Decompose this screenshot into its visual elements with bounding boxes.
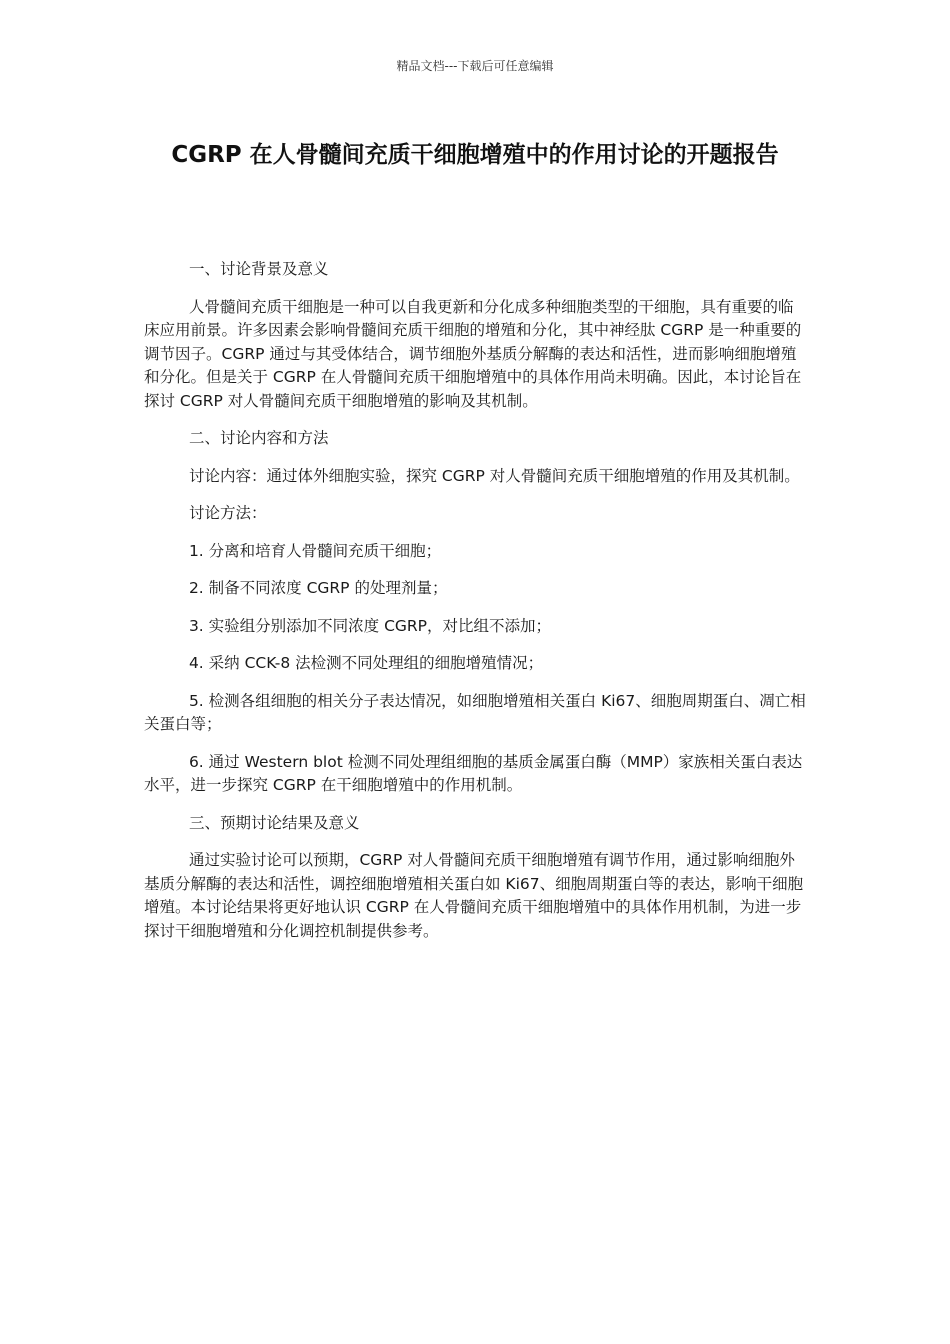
paragraph-expected: 通过实验讨论可以预期，CGRP 对人骨髓间充质干细胞增殖有调节作用，通过影响细胞外基质分解酶的表达和活性，调控细胞增殖相关蛋白如 Ki67、细胞周期蛋白等的表达，影响干细胞增殖。本讨论结果将更好地认识 CGRP 在人骨髓间充质干细胞增殖中的具体作用机制，为进一步探讨干细胞增殖和分化调控机制提供参考。 xyxy=(144,851,804,940)
section-heading-expected: 三、预期讨论结果及意义 xyxy=(188,813,360,832)
header-note: 精品文档---下载后可任意编辑 xyxy=(396,59,554,73)
method-step: 3. 实验组分别添加不同浓度 CGRP，对比组不添加； xyxy=(188,616,552,635)
paragraph-content: 讨论内容：通过体外细胞实验，探究 CGRP 对人骨髓间充质干细胞增殖的作用及其机制。 xyxy=(188,466,800,485)
document-title: CGRP 在人骨髓间充质干细胞增殖中的作用讨论的开题报告 xyxy=(171,142,779,168)
method-step: 4. 采纳 CCK-8 法检测不同处理组的细胞增殖情况； xyxy=(188,654,544,672)
method-label: 讨论方法： xyxy=(188,504,267,522)
document-body xyxy=(144,258,808,957)
method-step: 5. 检测各组细胞的相关分子表达情况，如细胞增殖相关蛋白 Ki67、细胞周期蛋白、凋亡相关蛋白等； xyxy=(144,691,806,733)
method-step: 1. 分离和培育人骨髓间充质干细胞； xyxy=(188,541,442,560)
section-heading-background: 一、讨论背景及意义 xyxy=(188,260,329,278)
method-step: 2. 制备不同浓度 CGRP 的处理剂量； xyxy=(188,579,448,597)
section-heading-content: 二、讨论内容和方法 xyxy=(188,429,329,447)
method-step: 6. 通过 Western blot 检测不同处理组细胞的基质金属蛋白酶（MMP）家族相关蛋白表达水平，进一步探究 CGRP 在干细胞增殖中的作用机制。 xyxy=(144,752,803,794)
paragraph-background: 人骨髓间充质干细胞是一种可以自我更新和分化成多种细胞类型的干细胞，具有重要的临床应用前景。许多因素会影响骨髓间充质干细胞的增殖和分化，其中神经肽 CGRP 是一种重要的调节因子。CGRP 通过与其受体结合，调节细胞外基质分解酶的表达和活性，进而影响细胞增殖和分化。但是关于 CGRP 在人骨髓间充质干细胞增殖中的具体作用尚未明确。因此，本讨论旨在探讨 CGRP 对人骨髓间充质干细胞增殖的影响及其机制。 xyxy=(144,297,802,410)
